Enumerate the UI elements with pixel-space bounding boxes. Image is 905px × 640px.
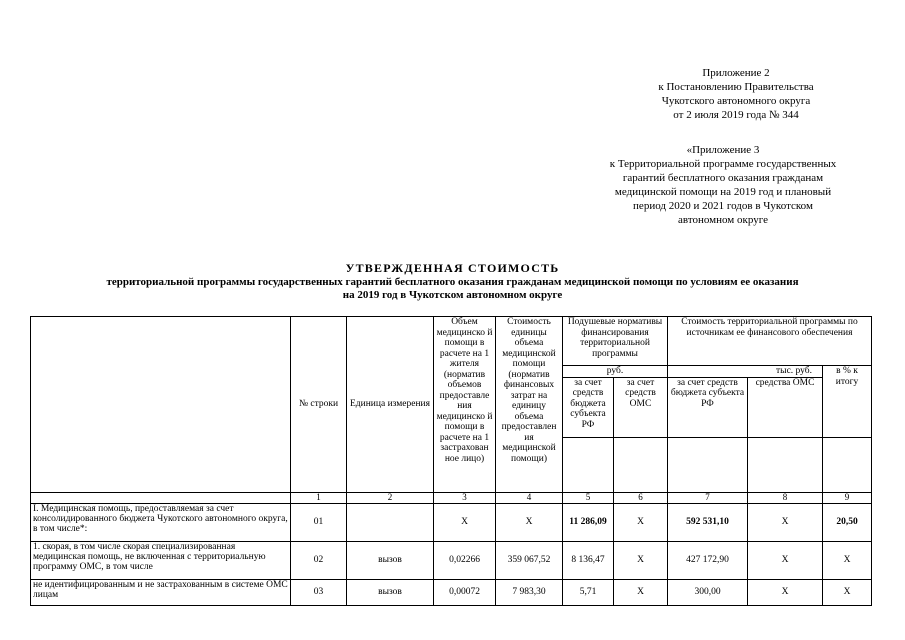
column-number: 3 (434, 492, 496, 503)
row-number: 02 (291, 541, 347, 579)
header-total-budget: за счет средств бюджета субъекта РФ (668, 377, 748, 437)
row-unit: вызов (347, 541, 434, 579)
header-spacer (563, 437, 614, 492)
row-tc-oms: Х (748, 541, 823, 579)
row-tc-pct: Х (823, 541, 872, 579)
row-tc-budget: 427 172,90 (668, 541, 748, 579)
table-row (31, 579, 872, 605)
table-header-row (31, 317, 872, 366)
appendix-2-line: Чукотского автономного округа (661, 95, 811, 107)
appendix-3-line: медицинской помощи на 2019 год и плановый (614, 186, 832, 198)
row-name: 1. скорая, в том числе скорая специализированная медицинская помощь, не включенная с территориальную программу ОМС, в том числе (31, 541, 291, 579)
header-unit: Единица измерения (347, 317, 434, 493)
row-pc-oms: Х (614, 541, 668, 579)
header-spacer (748, 437, 823, 492)
subtitle-line: территориальной программы государственных гарантий бесплатного оказания гражданам медицинской помощи по условиям ее оказания (106, 276, 799, 288)
row-name: I. Медицинская помощь, предоставляемая за счет консолидированного бюджета Чукотского автономного округа, в том числе*: (31, 503, 291, 541)
row-tc-oms: Х (748, 503, 823, 541)
document-title: УТВЕРЖДЕННАЯ СТОИМОСТЬ (345, 261, 560, 275)
column-number: 2 (347, 492, 434, 503)
header-name-cell (31, 317, 291, 493)
header-total-unit: тыс. руб. (668, 366, 823, 378)
appendix-3-line: «Приложение 3 (686, 144, 760, 156)
appendix-2-line: к Постановлению Правительства (658, 81, 814, 93)
column-number: 6 (614, 492, 668, 503)
row-tc-pct: 20,50 (823, 503, 872, 541)
appendix-3-line: период 2020 и 2021 годов в Чукотском (633, 200, 813, 212)
row-pc-budget: 11 286,09 (563, 503, 614, 541)
appendix-3-line: к Территориальной программе государственных (609, 158, 837, 170)
column-number: 8 (748, 492, 823, 503)
appendix-2-line: от 2 июля 2019 года № 344 (673, 109, 799, 121)
row-tc-pct: Х (823, 579, 872, 605)
row-pc-budget: 5,71 (563, 579, 614, 605)
header-per-capita-oms: за счет средств ОМС (614, 377, 668, 437)
row-unit-cost: 359 067,52 (496, 541, 563, 579)
row-name: не идентифицированным и не застрахованным в системе ОМС лицам (31, 579, 291, 605)
row-unit-cost: Х (496, 503, 563, 541)
column-number: 1 (291, 492, 347, 503)
row-pc-budget: 8 136,47 (563, 541, 614, 579)
header-per-capita: Подушевые нормативы финансирования территориальной программы (563, 317, 668, 366)
row-unit (347, 503, 434, 541)
column-number: 5 (563, 492, 614, 503)
table-row (31, 541, 872, 579)
cost-table (30, 316, 872, 606)
header-unit-cost: Стоимость единицы объема медицинской помощи (норматив финансовых затрат на единицу объема предоставлен ия медицинской помощи) (496, 317, 563, 493)
column-number: 4 (496, 492, 563, 503)
header-row-no: № строки (291, 317, 347, 493)
row-number: 03 (291, 579, 347, 605)
table-row (31, 503, 872, 541)
header-total-cost: Стоимость территориальной программы по источникам ее финансового обеспечения (668, 317, 872, 366)
appendix-2-line: Приложение 2 (702, 67, 770, 79)
header-spacer (668, 437, 748, 492)
column-number (31, 492, 291, 503)
header-spacer (823, 437, 872, 492)
row-unit: вызов (347, 579, 434, 605)
row-volume: Х (434, 503, 496, 541)
header-volume: Объем медицинско й помощи в расчете на 1 жителя (норматив объемов предоставле ния медицинско й помощи в расчете на 1 застрахован ное лицо) (434, 317, 496, 493)
row-unit-cost: 7 983,30 (496, 579, 563, 605)
row-tc-budget: 300,00 (668, 579, 748, 605)
subtitle-line: на 2019 год в Чукотском автономном округе (342, 289, 563, 301)
appendix-3-line: автономном округе (678, 214, 768, 226)
row-tc-oms: Х (748, 579, 823, 605)
header-spacer (614, 437, 668, 492)
header-per-capita-budget: за счет средств бюджета субъекта РФ (563, 377, 614, 437)
appendix-2-block (636, 66, 836, 122)
column-number: 9 (823, 492, 872, 503)
column-number: 7 (668, 492, 748, 503)
appendix-3-block (574, 143, 872, 227)
column-number-row (31, 492, 872, 503)
row-pc-oms: Х (614, 579, 668, 605)
row-volume: 0,02266 (434, 541, 496, 579)
header-total-pct: в % к итогу (823, 366, 872, 438)
row-pc-oms: Х (614, 503, 668, 541)
appendix-3-line: гарантий бесплатного оказания гражданам (622, 172, 824, 184)
header-per-capita-unit: руб. (563, 366, 668, 378)
row-volume: 0,00072 (434, 579, 496, 605)
row-tc-budget: 592 531,10 (668, 503, 748, 541)
header-total-oms: средства ОМС (748, 377, 823, 437)
document-subtitle (30, 276, 875, 302)
row-number: 01 (291, 503, 347, 541)
